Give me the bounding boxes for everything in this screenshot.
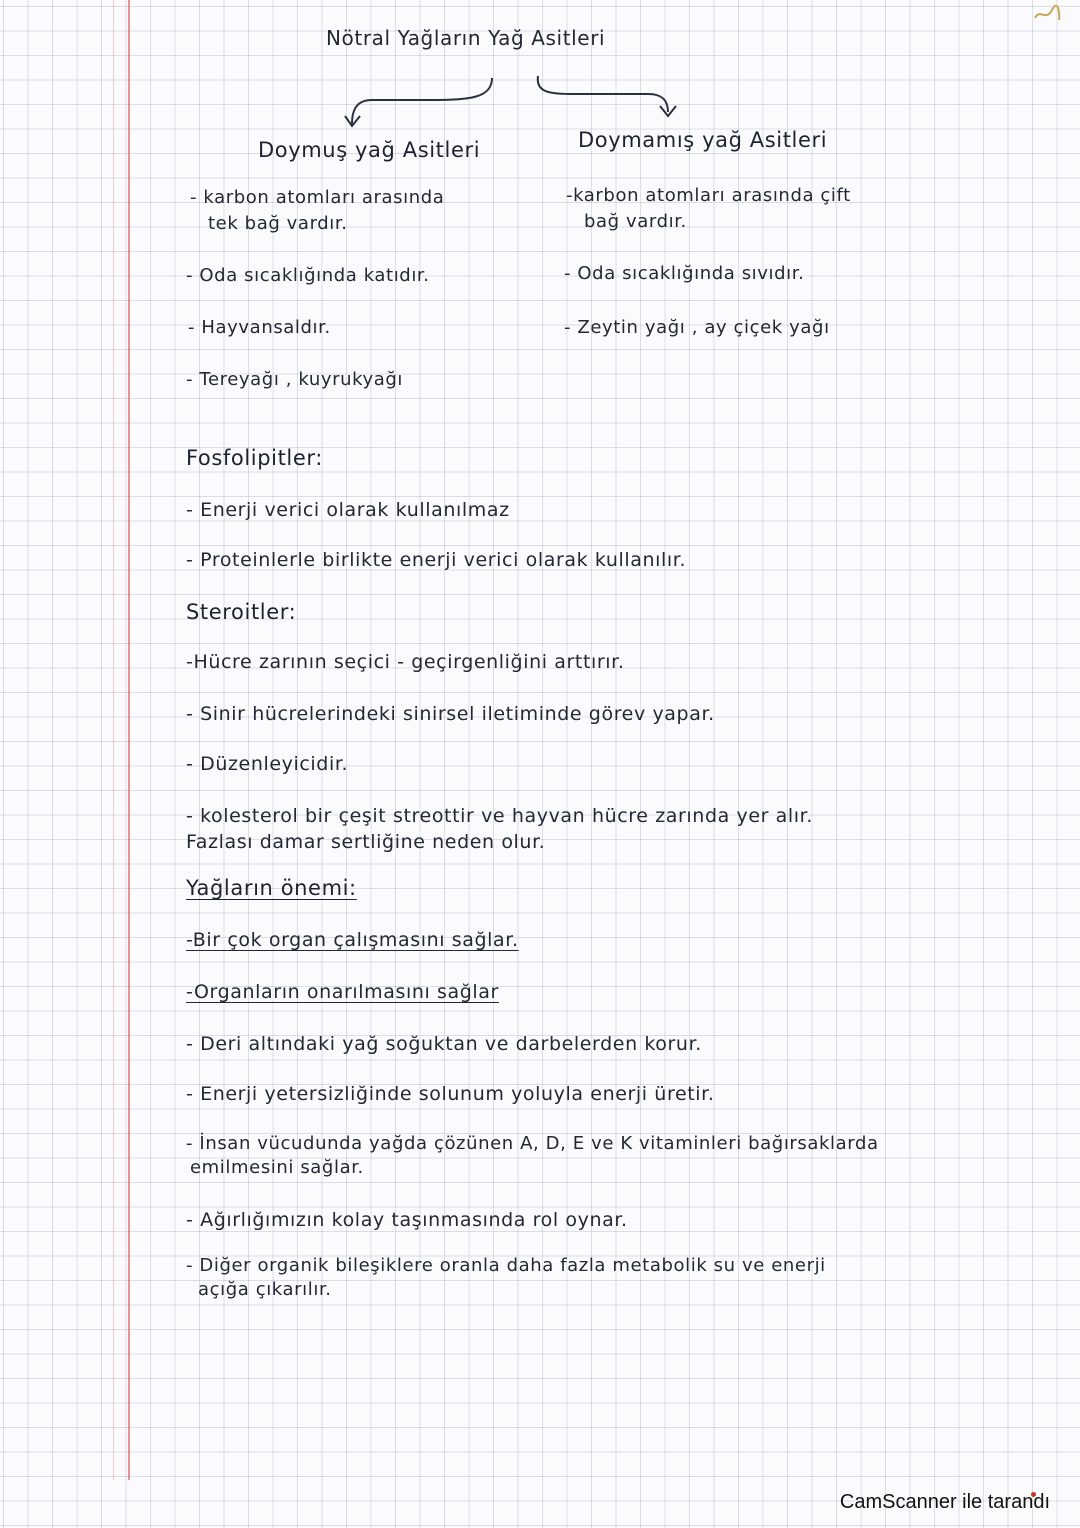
page-title: Nötral Yağların Yağ Asitleri bbox=[326, 26, 606, 50]
saturated-item: tek bağ vardır. bbox=[208, 213, 348, 234]
unsaturated-item: -karbon atomları arasında çift bbox=[566, 185, 851, 206]
phospholipids-item: - Enerji verici olarak kullanılmaz bbox=[186, 499, 510, 521]
importance-item: -Bir çok organ çalışmasını sağlar. bbox=[186, 929, 519, 951]
corner-mark bbox=[1032, 4, 1062, 26]
scanner-watermark: CamScanner ile tarandı bbox=[839, 1491, 1050, 1513]
unsaturated-heading: Doymamış yağ Asitleri bbox=[578, 128, 828, 152]
steroids-item: - Sinir hücrelerindeki sinirsel iletiminde görev yapar. bbox=[186, 703, 715, 725]
importance-item: - Diğer organik bileşiklere oranla daha fazla metabolik su ve enerji bbox=[186, 1255, 826, 1276]
importance-item: emilmesini sağlar. bbox=[190, 1157, 364, 1178]
steroids-item: - kolesterol bir çeşit streottir ve hayvan hücre zarında yer alır. bbox=[186, 805, 813, 827]
phospholipids-heading: Fosfolipitler: bbox=[186, 446, 323, 470]
phospholipids-item: - Proteinlerle birlikte enerji verici olarak kullanılır. bbox=[186, 549, 687, 571]
arrow-right bbox=[538, 76, 668, 112]
importance-item: - Ağırlığımızın kolay taşınmasında rol oynar. bbox=[186, 1209, 628, 1231]
arrow-left bbox=[352, 78, 492, 124]
importance-item: - Enerji yetersizliğinde solunum yoluyla enerji üretir. bbox=[186, 1083, 715, 1105]
margin-line bbox=[128, 0, 130, 1480]
importance-item: açığa çıkarılır. bbox=[198, 1279, 332, 1300]
importance-item: -Organların onarılmasını sağlar bbox=[186, 981, 499, 1003]
saturated-heading: Doymuş yağ Asitleri bbox=[258, 138, 481, 162]
steroids-item: - Düzenleyicidir. bbox=[186, 753, 349, 775]
unsaturated-item: - Zeytin yağı , ay çiçek yağı bbox=[564, 317, 830, 338]
steroids-heading: Steroitler: bbox=[186, 600, 297, 624]
importance-heading: Yağların önemi: bbox=[186, 876, 357, 900]
importance-item: - Deri altındaki yağ soğuktan ve darbelerden korur. bbox=[186, 1033, 702, 1055]
steroids-item: Fazlası damar sertliğine neden olur. bbox=[186, 831, 546, 853]
saturated-item: - Oda sıcaklığında katıdır. bbox=[186, 265, 430, 286]
saturated-item: - Tereyağı , kuyrukyağı bbox=[186, 369, 404, 390]
importance-item: - İnsan vücudunda yağda çözünen A, D, E ve K vitaminleri bağırsaklarda bbox=[186, 1133, 879, 1154]
margin-line-faint bbox=[113, 0, 114, 1480]
unsaturated-item: bağ vardır. bbox=[584, 211, 687, 232]
saturated-item: - Hayvansaldır. bbox=[188, 317, 331, 338]
steroids-item: -Hücre zarının seçici - geçirgenliğini arttırır. bbox=[186, 651, 625, 673]
unsaturated-item: - Oda sıcaklığında sıvıdır. bbox=[564, 263, 805, 284]
saturated-item: - karbon atomları arasında bbox=[190, 187, 445, 208]
